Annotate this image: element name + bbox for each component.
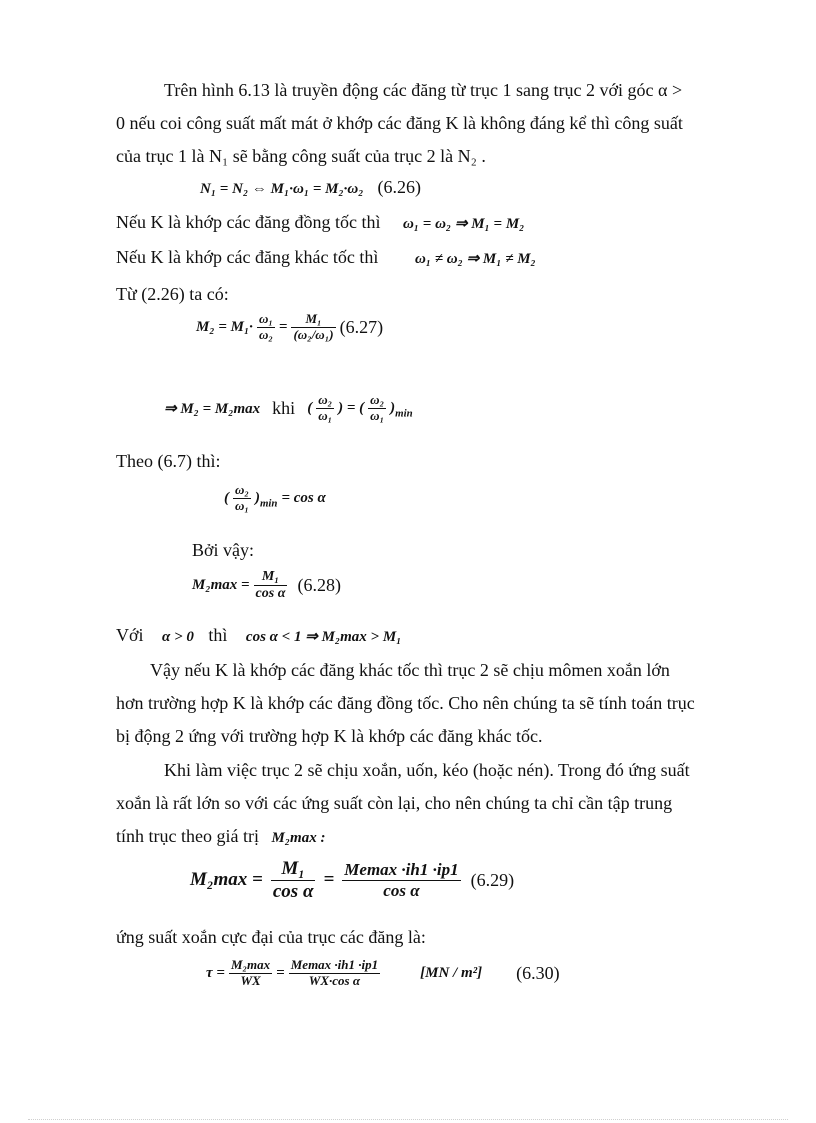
equation-6-28: [192, 569, 341, 602]
alpha-condition-thi: thì: [208, 625, 228, 645]
boi-vay-text: Bởi vậy:: [192, 540, 255, 560]
equation-6-28-lhs: M₂max =: [192, 577, 250, 594]
equation-6-30-den1: WX: [240, 972, 261, 988]
alpha-condition-expr: cos α < 1 ⇒ M₂max > M₁: [245, 629, 402, 645]
equation-6-26: [200, 177, 421, 198]
ratio-min-rhs: = cos α: [281, 489, 326, 506]
para1-line3: của trục 1 là N₁ sẽ bằng công suất của trục 2 là N₂ .: [116, 146, 486, 166]
para2-line1: Vậy nếu K là khớp các đăng khác tốc thì trục 2 sẽ chịu mômen xoắn lớn: [150, 660, 670, 680]
alpha-condition-cond: α > 0: [162, 629, 194, 645]
para1-line1: Trên hình 6.13 là truyền động các đăng từ trục 1 sang trục 2 với góc α >: [164, 80, 683, 100]
max-condition: [164, 393, 413, 424]
equation-6-27: [196, 312, 383, 343]
ratio-min-num: ω₂: [235, 482, 249, 497]
equation-6-30: [206, 958, 560, 989]
equation-6-29-frac1: [271, 858, 316, 903]
max-condition-frac-right: [368, 393, 386, 424]
equation-6-27-equals: =: [278, 318, 288, 335]
equation-6-28-den: cos α: [255, 586, 286, 602]
max-condition-frac-left: [316, 393, 334, 424]
equation-6-27-den2: (ω₂/ω₁): [293, 326, 334, 342]
equation-6-30-label: (6.30): [516, 962, 560, 983]
equation-6-29-num1: M₁: [271, 858, 316, 881]
equation-6-27-den1: ω₂: [258, 326, 273, 342]
equation-6-27-frac1: [257, 312, 275, 343]
equation-6-29: [190, 858, 514, 903]
max-condition-suffix: min: [395, 407, 413, 420]
max-condition-num-left: ω₂: [318, 392, 333, 407]
equation-6-28-frac: [254, 569, 288, 602]
para3-line1: Khi làm việc trục 2 sẽ chịu xoắn, uốn, kéo (hoặc nén). Trong đó ứng suất: [164, 760, 690, 780]
equation-6-30-num1: M₂max: [230, 957, 271, 972]
equation-6-30-num2: Memax ·ih1 ·ip1: [290, 957, 379, 972]
equation-6-30-den2: WX·cos α: [308, 972, 361, 988]
equation-6-29-frac2: [342, 860, 460, 900]
max-condition-lhs: ⇒ M₂ = M₂max: [164, 400, 261, 417]
equation-6-30-frac1: [229, 958, 272, 989]
equation-6-29-num2: Memax ·ih1 ·ip1: [344, 860, 459, 880]
max-condition-num-right: ω₂: [370, 392, 385, 407]
max-condition-mid: ) = (: [338, 399, 365, 416]
equation-6-30-equals: =: [276, 964, 285, 981]
constant-speed-expr: ω₁ = ω₂ ⇒ M₁ = M₂: [402, 216, 525, 232]
constant-speed-text: Nếu K là khớp các đăng đồng tốc thì: [116, 212, 381, 232]
max-condition-den-right: ω₁: [370, 407, 385, 423]
ratio-min-sub: min: [259, 497, 278, 510]
equation-6-27-num2: M₁: [291, 312, 335, 328]
equation-6-29-den1: cos α: [272, 880, 314, 902]
para3-line3-expr: M₂max :: [271, 830, 326, 846]
para3-line2: xoắn là rất lớn so với các ứng suất còn lại, cho nên chúng ta chỉ cần tập trung: [116, 793, 673, 813]
equation-6-29-label: (6.29): [470, 869, 515, 890]
para3-line3: [116, 825, 325, 849]
ratio-min-den: ω₁: [235, 497, 249, 513]
variable-speed-line: [116, 246, 536, 270]
equation-6-27-frac2: [291, 312, 335, 343]
equation-6-28-label: (6.28): [297, 575, 341, 596]
equation-6-30-lhs: τ =: [206, 964, 225, 981]
max-condition-close-paren: ): [390, 399, 396, 416]
equation-6-29-den2: cos α: [383, 880, 420, 900]
alpha-condition-voi: Với: [116, 625, 144, 645]
stress-text: ứng suất xoắn cực đại của trục các đăng là:: [116, 927, 426, 947]
equation-6-30-frac2: [289, 958, 380, 989]
para3-line3-text: tính trục theo giá trị: [116, 826, 259, 846]
equation-6-27-num1: ω₁: [258, 311, 273, 326]
variable-speed-expr: ω₁ ≠ ω₂ ⇒ M₁ ≠ M₂: [414, 251, 536, 267]
equation-6-26-expr: N₁ = N₂ ⇔ M₁·ω₁ = M₂·ω₂: [200, 181, 364, 197]
constant-speed-line: [116, 211, 524, 235]
variable-speed-text: Nếu K là khớp các đăng khác tốc thì: [116, 247, 379, 267]
equation-6-26-label: (6.26): [377, 177, 422, 197]
ratio-min-open-paren: (: [224, 489, 229, 506]
from-equation-text: Từ (2.26) ta có:: [116, 284, 229, 304]
ratio-min-equation: [224, 483, 326, 514]
ratio-min-frac: [233, 483, 251, 514]
para2-line2: hơn trường hợp K là khớp các đăng đồng tốc. Cho nên chúng ta sẽ tính toán trục: [116, 693, 695, 713]
max-condition-khi: khi: [272, 397, 296, 418]
theo-text: Theo (6.7) thì:: [116, 451, 221, 471]
para2-line3: bị động 2 ứng với trường hợp K là khớp các đăng khác tốc.: [116, 726, 543, 746]
equation-6-29-lhs: M₂max =: [190, 869, 263, 891]
equation-6-27-label: (6.27): [339, 316, 384, 337]
ratio-min-close-paren: ): [254, 489, 260, 506]
max-condition-den-left: ω₁: [318, 407, 333, 423]
page-bottom-divider: [28, 1119, 788, 1120]
alpha-condition-line: [116, 624, 401, 648]
para1-line2: 0 nếu coi công suất mất mát ở khớp các đăng K là không đáng kể thì công suất: [116, 113, 683, 133]
equation-6-29-equals: =: [323, 869, 335, 891]
max-condition-open-paren: (: [307, 399, 313, 416]
equation-6-27-lhs: M₂ = M₁·: [196, 318, 253, 335]
equation-6-30-unit: [MN / m²]: [420, 964, 483, 981]
equation-6-28-num: M₁: [254, 569, 288, 586]
